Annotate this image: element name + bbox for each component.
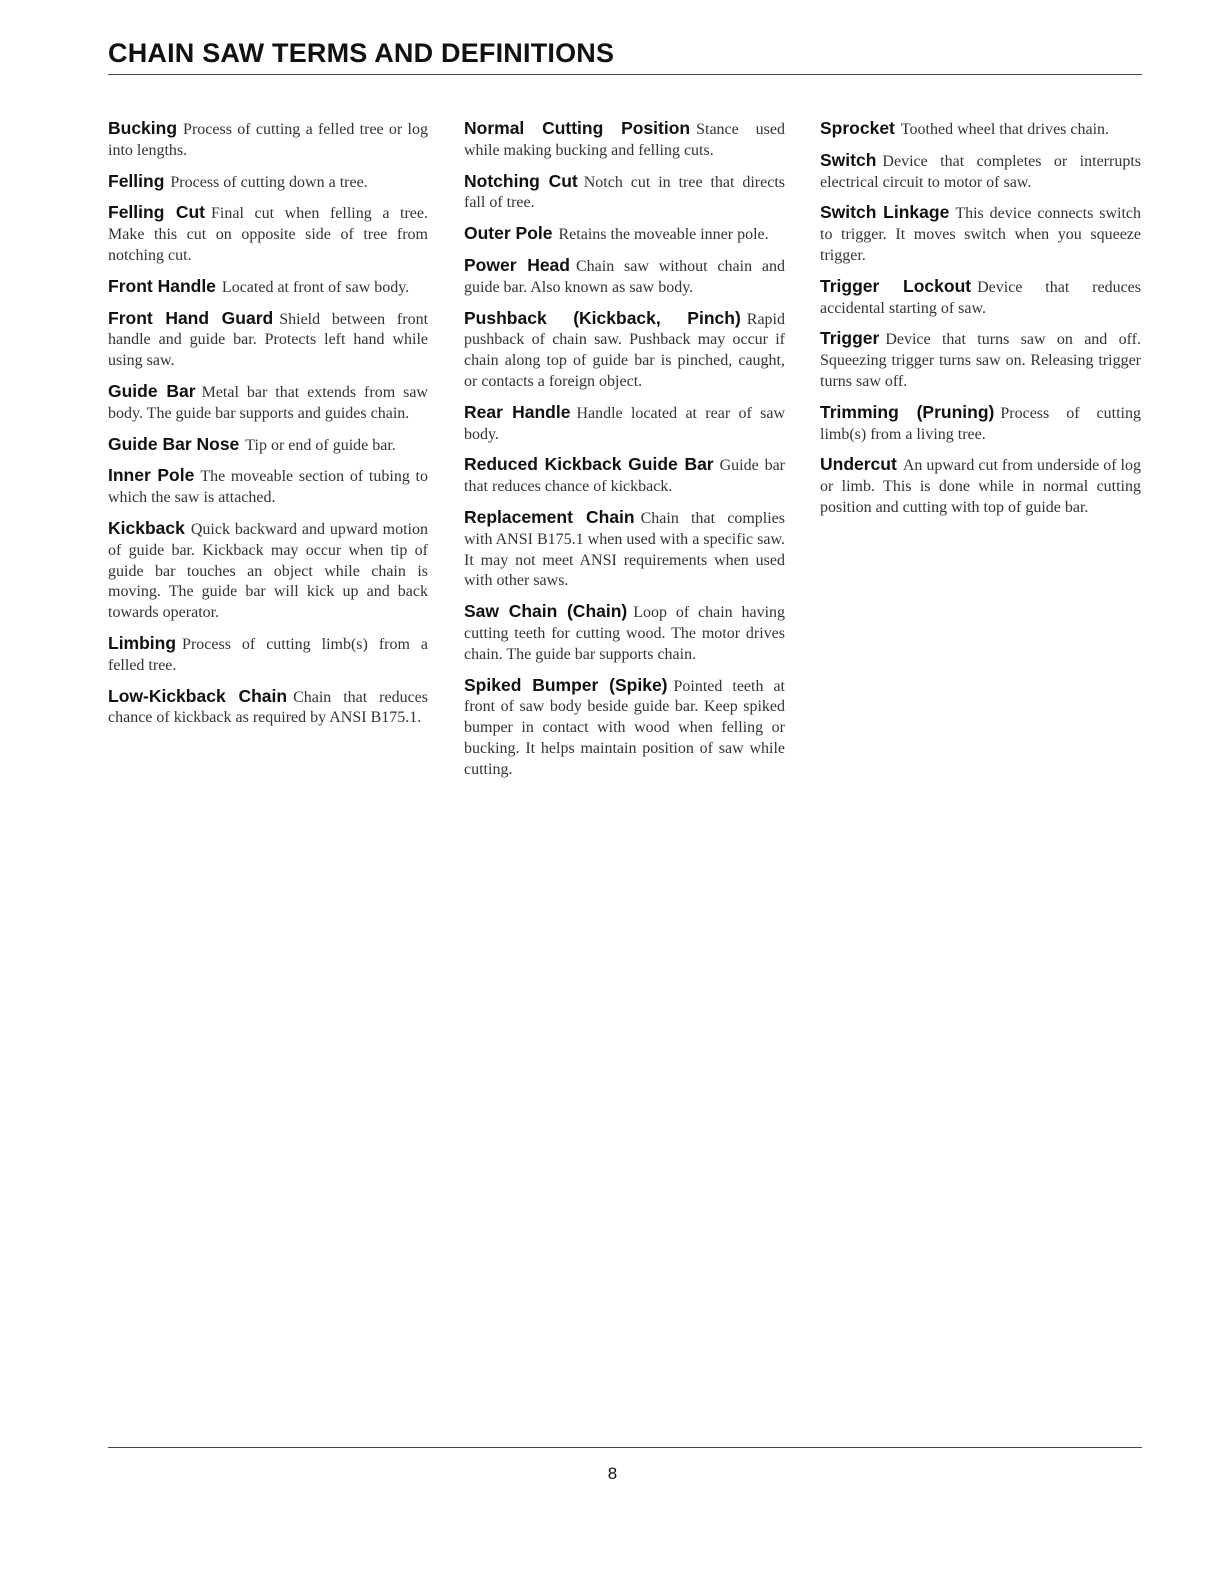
definition-term: Trigger (820, 328, 880, 349)
page-title: CHAIN SAW TERMS AND DEFINITIONS (108, 38, 615, 68)
definition-entry (108, 434, 428, 457)
definition-term: Inner Pole (108, 465, 195, 486)
definition-entry (464, 308, 785, 393)
definition-entry (464, 454, 785, 498)
definition-text: Quick backward and upward motion of guide bar. Kickback may occur when tip of guide bar touches an object while chain is moving. The guide bar will kick up and back towards operator. (108, 520, 428, 622)
definition-text: Rapid pushback of chain saw. Pushback may occur if chain along top of guide bar is pinched, caught, or contacts a foreign object. (464, 310, 785, 390)
definition-entry (108, 465, 428, 509)
definition-text: This device connects switch to trigger. It moves switch when you squeeze trigger. (820, 205, 1141, 264)
definition-entry (464, 255, 785, 299)
definition-text: Process of cutting down a tree. (170, 173, 368, 191)
definition-term: Saw Chain (Chain) (464, 601, 628, 622)
definition-entry (820, 202, 1141, 266)
definition-text: Metal bar that extends from saw body. The guide bar supports and guides chain. (108, 383, 428, 422)
definition-text: Device that reduces accidental starting of saw. (820, 278, 1142, 317)
definition-term: Outer Pole (464, 223, 553, 244)
definition-term: Low-Kickback Chain (108, 685, 288, 706)
definition-term: Bucking (108, 118, 178, 138)
definition-entry (108, 686, 428, 730)
definition-text: Process of cutting limb(s) from a felled tree. (108, 635, 428, 674)
header-divider (108, 74, 1142, 75)
definition-term: Switch (820, 149, 877, 170)
definition-text: The moveable section of tubing to which the saw is attached. (108, 468, 428, 507)
definition-entry (820, 402, 1141, 446)
definition-term: Sprocket (820, 118, 895, 138)
definition-entry (108, 171, 428, 194)
definition-text: Pointed teeth at front of saw body beside guide bar. Keep spiked bumper in contact with wood when felling or bucking. It helps maintain position of saw while cutting. (464, 677, 785, 778)
definition-entry (820, 118, 1141, 141)
definition-term: Replacement Chain (464, 506, 635, 527)
definition-entry (108, 118, 428, 162)
definition-entry (820, 454, 1141, 518)
definition-term: Power Head (464, 254, 570, 275)
definition-entry (108, 518, 428, 624)
definition-text: Process of cutting a felled tree or log into lengths. (108, 121, 428, 159)
definition-text: Guide bar that reduces chance of kickback. (464, 457, 785, 496)
definition-term: Normal Cutting Position (464, 118, 691, 138)
definition-text: Chain that reduces chance of kickback as required by ANSI B175.1. (108, 688, 428, 727)
definition-text: Notch cut in tree that directs fall of tree. (464, 173, 785, 212)
definition-text: Stance used while making bucking and felling cuts. (464, 121, 785, 159)
definition-text: Retains the moveable inner pole. (558, 226, 769, 244)
definition-term: Spiked Bumper (Spike) (464, 674, 668, 695)
definition-entry (464, 223, 785, 246)
definition-entry (108, 381, 428, 425)
definition-entry (108, 633, 428, 677)
definition-text: Device that turns saw on and off. Squeezing trigger turns saw on. Releasing trigger turns saw off. (820, 331, 1141, 390)
definition-term: Trigger Lockout (820, 275, 972, 296)
definition-text: Shield between front handle and guide bar. Protects left hand while using saw. (108, 310, 429, 370)
definition-text: Process of cutting limb(s) from a living tree. (820, 404, 1141, 443)
definition-term: Rear Handle (464, 401, 571, 422)
definition-term: Switch Linkage (820, 202, 950, 223)
definition-term: Front Hand Guard (108, 307, 274, 328)
definition-term: Reduced Kickback Guide Bar (464, 454, 714, 475)
definition-term: Kickback (108, 517, 185, 538)
definition-text: Chain that complies with ANSI B175.1 when used with a specific saw. It may not meet ANSI requirements when used with other saws. (464, 509, 785, 590)
definition-entry (464, 402, 785, 446)
definitions-column-1 (108, 118, 428, 738)
definition-term: Trimming (Pruning) (820, 401, 995, 422)
definition-entry (464, 507, 785, 592)
definition-term: Notching Cut (464, 170, 578, 191)
definition-text: Toothed wheel that drives chain. (900, 121, 1110, 138)
definition-term: Guide Bar Nose (108, 433, 240, 454)
definition-entry (820, 150, 1141, 194)
definition-text: Chain saw without chain and guide bar. Also known as saw body. (464, 257, 785, 296)
definition-entry (820, 328, 1141, 392)
definition-term: Undercut (820, 454, 897, 475)
definition-term: Front Handle (108, 275, 216, 296)
definition-entry (464, 675, 785, 781)
definitions-column-2 (464, 118, 785, 790)
definition-term: Felling (108, 170, 165, 191)
definition-entry (820, 276, 1141, 320)
page-number: 8 (607, 1464, 618, 1483)
definition-text: Tip or end of guide bar. (245, 436, 396, 454)
definition-term: Felling Cut (108, 202, 206, 223)
definition-text: Located at front of saw body. (221, 278, 410, 296)
definition-text: Device that completes or interrupts electrical circuit to motor of saw. (820, 152, 1141, 191)
definition-entry (464, 118, 785, 162)
definition-entry (464, 601, 785, 665)
definition-entry (108, 308, 428, 372)
definition-entry (108, 276, 428, 299)
definition-entry (108, 202, 428, 266)
definition-text: Final cut when felling a tree. Make this cut on opposite side of tree from notching cut. (108, 205, 428, 264)
definition-text: Handle located at rear of saw body. (464, 404, 786, 443)
footer-divider (108, 1447, 1142, 1448)
definition-term: Guide Bar (108, 380, 196, 401)
definition-term: Pushback (Kickback, Pinch) (464, 307, 741, 328)
definition-text: An upward cut from underside of log or limb. This is done while in normal cutting position and cutting with top of guide bar. (820, 457, 1141, 516)
definition-text: Loop of chain having cutting teeth for cutting wood. The motor drives chain. The guide bar supports chain. (464, 604, 786, 663)
definition-entry (464, 171, 785, 215)
definition-term: Limbing (108, 632, 177, 653)
definitions-column-3 (820, 118, 1141, 528)
